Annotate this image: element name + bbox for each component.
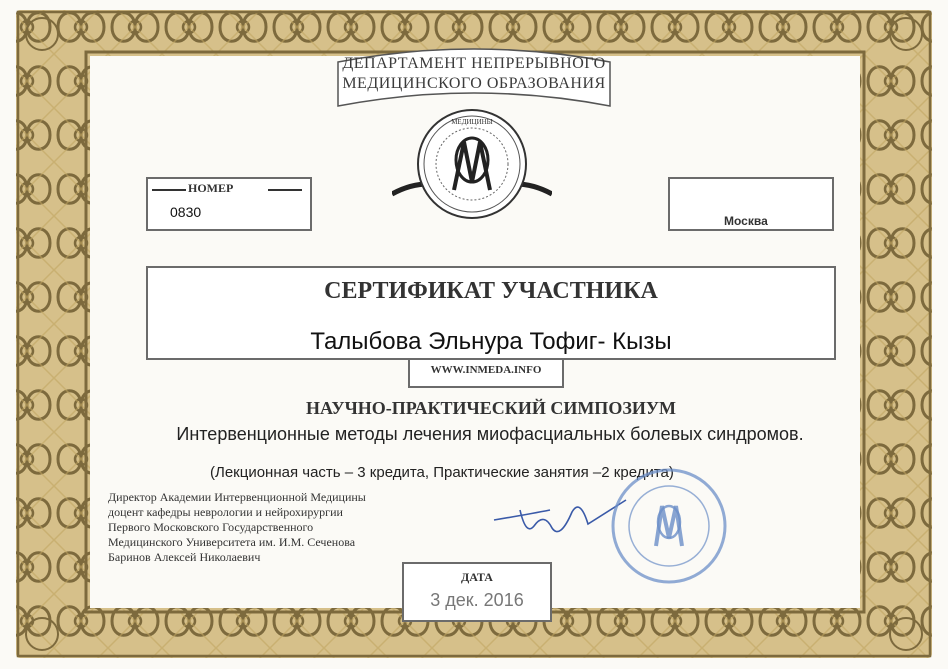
certificate-title: СЕРТИФИКАТ УЧАСТНИКА [324,278,658,304]
event-credits: (Лекционная часть – 3 кредита, Практические занятия –2 кредита) [210,464,674,481]
director-line-4: Медицинского Университета им. И.М. Сеченова [108,535,356,549]
number-label: НОМЕР [188,181,234,195]
director-line-2: доцент кафедры неврологии и нейрохирургии [108,505,343,519]
website-url: WWW.INMEDA.INFO [430,364,542,376]
date-value: 3 дек. 2016 [430,590,524,610]
round-stamp-icon [606,466,732,586]
city-value: Москва [724,214,768,228]
director-line-5: Баринов Алексей Николаевич [108,550,261,564]
department-name [334,54,614,94]
director-line-1: Директор Академии Интервенционной Медицины [108,490,366,504]
number-value: 0830 [170,204,202,220]
department-line-2: МЕДИЦИНСКОГО ОБРАЗОВАНИЯ [342,75,606,92]
department-line-1: ДЕПАРТАМЕНТ НЕПРЕРЫВНОГО [342,55,606,72]
event-type: НАУЧНО-ПРАКТИЧЕСКИЙ СИМПОЗИУМ [305,398,677,418]
date-label: ДАТА [461,570,493,584]
seal-text-top: МЕДИЦИНЫ [451,118,493,126]
academy-seal-icon [392,102,552,228]
recipient-name: Талыбова Эльнура Тофиг- Кызы [310,328,672,355]
director-block [108,490,366,565]
event-name: Интервенционные методы лечения миофасциальных болевых синдромов. [176,424,804,444]
director-line-3: Первого Московского Государственного [108,520,314,534]
